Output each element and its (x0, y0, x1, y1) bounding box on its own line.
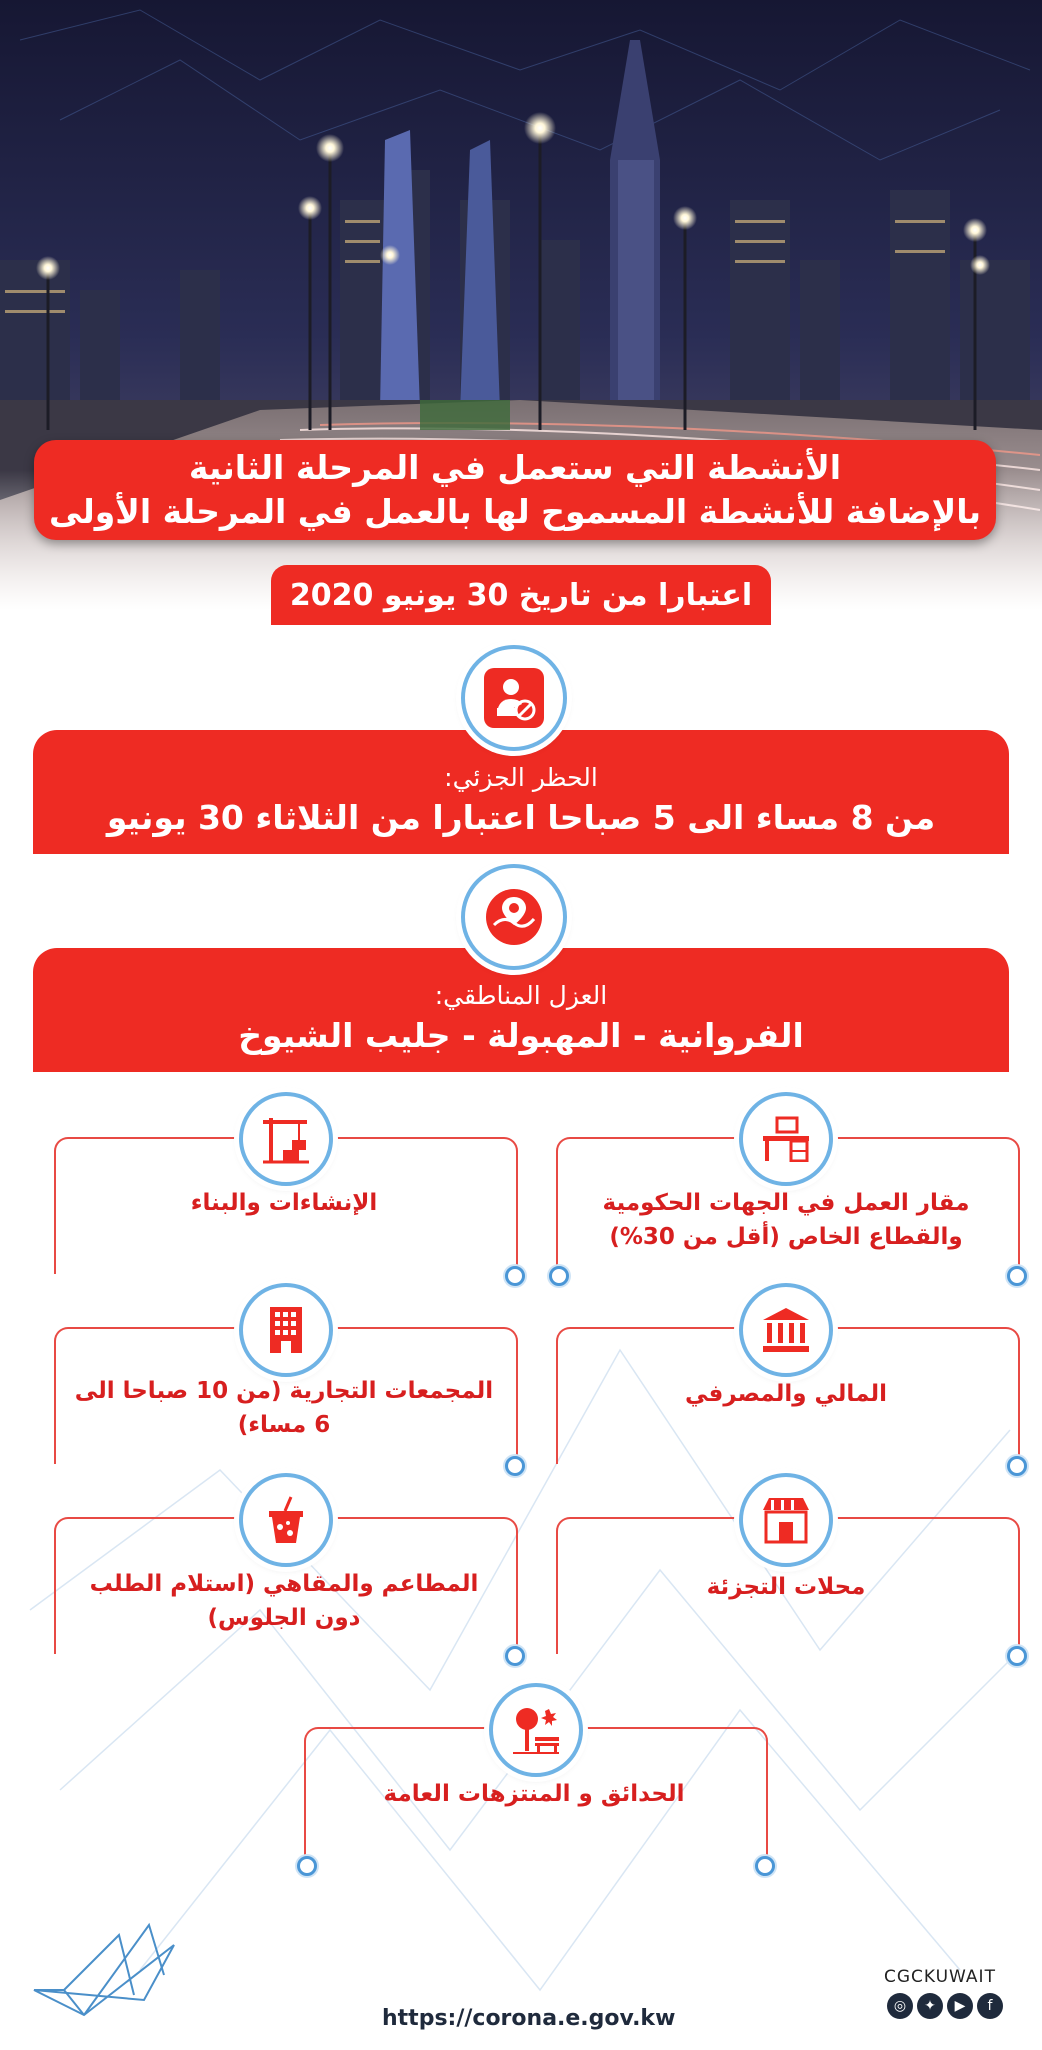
mall-building-icon (266, 1305, 306, 1355)
curfew-label: الحظر الجزئي: (444, 763, 598, 792)
activity-text-retail: محلات التجزئة (706, 1574, 866, 1600)
youtube-icon[interactable]: ▶ (947, 1993, 973, 2019)
card-dot-right (505, 1646, 525, 1666)
activity-text-construction: الإنشاءات والبناء (190, 1190, 378, 1216)
bank-icon (761, 1306, 811, 1354)
activity-text-malls: المجمعات التجارية (من 10 صباحا الى 6 مساء) (74, 1378, 494, 1438)
card-dot-right (755, 1856, 775, 1876)
activity-icon-circle-parks (489, 1683, 583, 1777)
effective-date: اعتبارا من تاريخ 30 يونيو 2020 (271, 565, 771, 625)
activity-icon-circle-retail (739, 1473, 833, 1567)
person-block-icon (484, 668, 544, 728)
card-dot-right (1007, 1266, 1027, 1286)
curfew-value: من 8 مساء الى 5 صباحا اعتبارا من الثلاثاء 30 يونيو (106, 798, 936, 837)
card-dot-right (505, 1456, 525, 1476)
card-dot-left (549, 1266, 569, 1286)
activity-text-restaurants: المطاعم والمقاهي (استلام الطلب دون الجلوس) (89, 1571, 479, 1631)
card-dot-left (297, 1856, 317, 1876)
shop-icon (761, 1496, 811, 1544)
isolation-value: الفروانية - المهبولة - جليب الشيوخ (238, 1016, 804, 1055)
activity-icon-circle-restaurants (239, 1473, 333, 1567)
curfew-icon-circle (461, 645, 567, 751)
office-desk-icon (761, 1116, 811, 1162)
card-dot-right (505, 1266, 525, 1286)
activity-icon-circle-malls (239, 1283, 333, 1377)
activity-text-banking: المالي والمصرفي (684, 1381, 888, 1407)
activity-text-parks: الحدائق و المنتزهات العامة (383, 1781, 685, 1807)
park-bench-icon (511, 1705, 561, 1755)
card-dot-right (1007, 1456, 1027, 1476)
activity-icon-circle-construction (239, 1092, 333, 1186)
title-banner (34, 440, 996, 540)
footer-url-link[interactable]: https://corona.e.gov.kw (382, 2006, 676, 2031)
social-icons (887, 1993, 1003, 2019)
card-dot-right (1007, 1646, 1027, 1666)
activity-icon-circle-banking (739, 1283, 833, 1377)
facebook-icon[interactable]: f (977, 1993, 1003, 2019)
instagram-icon[interactable]: ◎ (887, 1993, 913, 2019)
activity-icon-circle-offices (739, 1092, 833, 1186)
cgc-logo (24, 1905, 204, 2035)
social-handle: CGCKUWAIT (884, 1967, 996, 1987)
activity-text-offices: مقار العمل في الجهات الحكومية والقطاع الخاص (أقل من 30%) (602, 1190, 970, 1250)
title-line-1: الأنشطة التي ستعمل في المرحلة الثانية (188, 448, 842, 487)
drink-cup-icon (263, 1495, 309, 1545)
twitter-icon[interactable]: ✦ (917, 1993, 943, 2019)
isolation-label: العزل المناطقي: (434, 981, 608, 1010)
isolation-icon-circle (461, 864, 567, 970)
map-pin-icon (484, 887, 544, 947)
title-line-2: بالإضافة للأنشطة المسموح لها بالعمل في المرحلة الأولى (49, 492, 981, 531)
construction-crane-icon (261, 1114, 311, 1164)
